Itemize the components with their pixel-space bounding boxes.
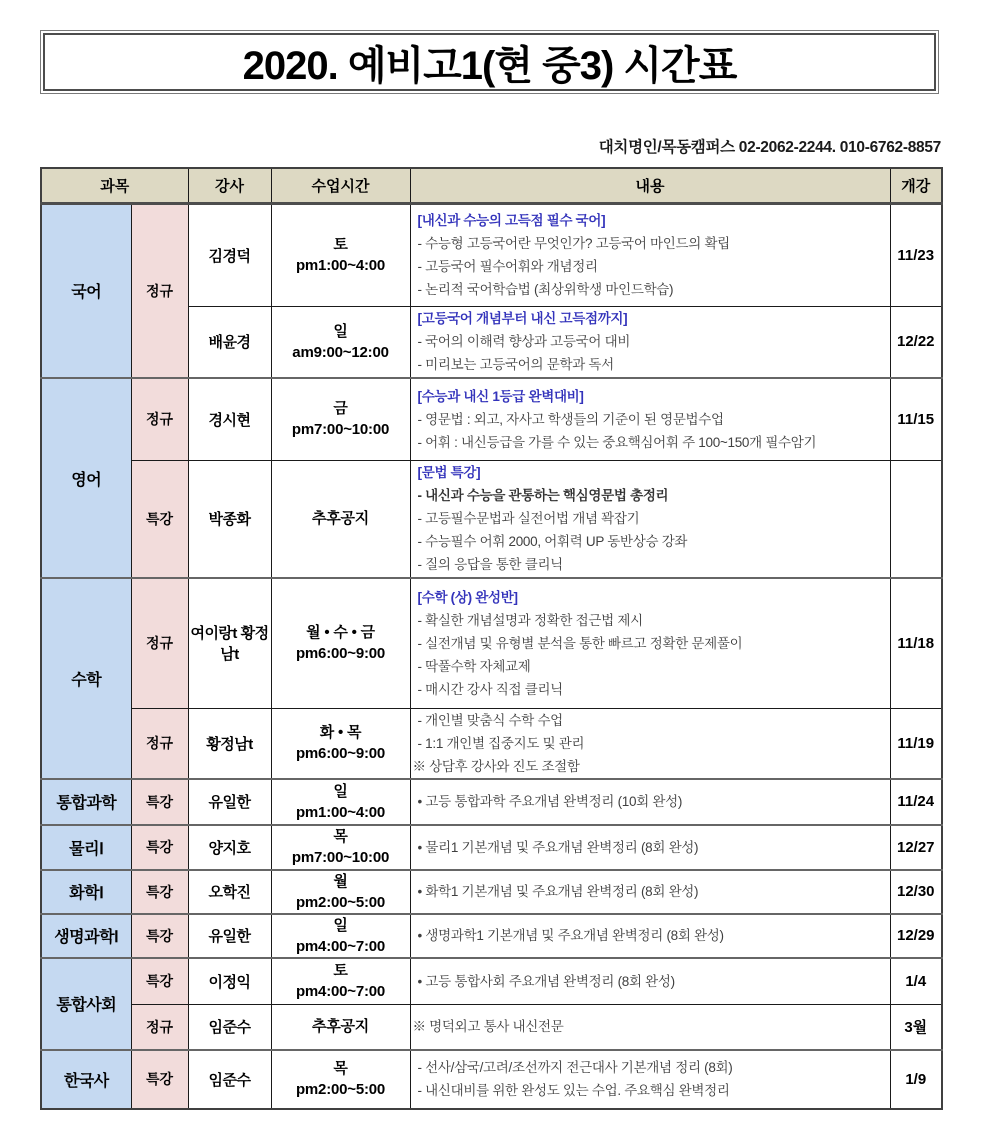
- content-line: - 매시간 강사 직접 클리닉: [417, 681, 563, 697]
- content-line: - 수능형 고등국어란 무엇인가? 고등국어 마인드의 확립: [417, 236, 730, 251]
- start-date-cell: 11/24: [890, 779, 942, 825]
- teacher-cell: 황정남t: [188, 708, 271, 779]
- table-row: [41, 825, 942, 870]
- time-day: 일: [333, 782, 348, 800]
- content-line: [내신과 수능의 고득점 필수 국어]: [417, 213, 606, 228]
- header-row: [41, 168, 942, 203]
- time-cell: [271, 870, 410, 914]
- time-day: 월: [333, 872, 348, 890]
- content-line: • 물리1 기본개념 및 주요개념 완벽정리 (8회 완성): [417, 839, 699, 855]
- time-day: 목: [333, 1060, 348, 1077]
- subject-cell: 생명과학Ⅰ: [41, 914, 131, 958]
- type-cell: 특강: [131, 1050, 188, 1109]
- type-cell: 특강: [131, 460, 188, 578]
- content-line: - 어휘 : 내신등급을 가를 수 있는 중요핵심어휘 주 100~150개 필수암기: [417, 434, 817, 450]
- time-cell: [271, 306, 410, 378]
- time-cell: [271, 708, 410, 779]
- content-line: ※ 명덕외고 통사 내신전문: [412, 1019, 564, 1035]
- start-date-cell: 12/29: [890, 914, 942, 958]
- subject-cell: 국어: [41, 203, 131, 378]
- time-cell: [271, 378, 410, 460]
- teacher-cell: 임준수: [188, 1050, 271, 1109]
- teacher-cell: 이정익: [188, 958, 271, 1005]
- content-line: - 선사/삼국/고려/조선까지 전근대사 기본개념 정리 (8회): [417, 1060, 733, 1075]
- table-row: [41, 914, 942, 958]
- time-hours: pm2:00~5:00: [295, 893, 386, 911]
- time-hours: pm6:00~9:00: [295, 745, 386, 762]
- content-cell: [410, 870, 890, 914]
- type-cell: 특강: [131, 914, 188, 958]
- column-header-teacher: 강사: [188, 168, 271, 203]
- teacher-cell: 배윤경: [188, 306, 271, 378]
- time-hours: pm2:00~5:00: [295, 1081, 386, 1098]
- content-cell: [410, 378, 890, 460]
- content-line: - 딱풀수학 자체교제: [417, 658, 531, 674]
- time-day: 추후공지: [311, 510, 370, 528]
- type-cell: 특강: [131, 779, 188, 825]
- time-cell: [271, 1050, 410, 1109]
- table-row: [41, 708, 942, 779]
- time-day: 토: [333, 962, 348, 980]
- content-line: - 논리적 국어학습법 (최상위학생 마인드학습): [417, 282, 674, 297]
- content-cell: [410, 708, 890, 779]
- table-row: [41, 958, 942, 1005]
- table-row: [41, 378, 942, 460]
- subject-cell: 한국사: [41, 1050, 131, 1109]
- content-cell: [410, 460, 890, 578]
- subject-cell: 영어: [41, 378, 131, 578]
- column-header-time: 수업시간: [271, 168, 410, 203]
- type-cell: 특강: [131, 958, 188, 1005]
- time-day: 금: [333, 400, 348, 418]
- table-row: [41, 460, 942, 578]
- content-line: [고등국어 개념부터 내신 고득점까지]: [417, 311, 628, 327]
- time-cell: [271, 914, 410, 958]
- teacher-cell: 오학진: [188, 870, 271, 914]
- teacher-cell: 유일한: [188, 914, 271, 958]
- content-line: - 영문법 : 외고, 자사고 학생들의 기준이 된 영문법수업: [417, 411, 724, 427]
- content-cell: [410, 1050, 890, 1109]
- teacher-cell: 양지호: [188, 825, 271, 870]
- title-frame: [43, 33, 936, 91]
- content-line: - 고등필수문법과 실전어법 개념 꽉잡기: [417, 511, 640, 527]
- content-line: ※ 상담후 강사와 진도 조절함: [412, 758, 580, 774]
- content-line: - 1:1 개인별 집중지도 및 관리: [417, 735, 585, 751]
- table-row: [41, 203, 942, 306]
- table-row: [41, 870, 942, 914]
- start-date-cell: 1/4: [890, 958, 942, 1005]
- type-cell: 정규: [131, 378, 188, 460]
- subject-cell: 화학Ⅰ: [41, 870, 131, 914]
- content-line: - 개인별 맞춤식 수학 수업: [417, 712, 563, 728]
- column-header-content: 내용: [410, 168, 890, 203]
- table-row: [41, 578, 942, 708]
- title-box: [40, 30, 939, 94]
- time-cell: [271, 779, 410, 825]
- content-cell: [410, 578, 890, 708]
- content-line: - 확실한 개념설명과 정확한 접근법 제시: [417, 612, 643, 628]
- content-cell: [410, 306, 890, 378]
- content-line: - 내신대비를 위한 완성도 있는 수업. 주요핵심 완벽정리: [417, 1083, 730, 1098]
- time-hours: am9:00~12:00: [292, 343, 389, 361]
- content-line: - 미리보는 고등국어의 문학과 독서: [417, 357, 614, 373]
- time-cell: [271, 203, 410, 306]
- content-line: [수능과 내신 1등급 완벽대비]: [417, 388, 584, 404]
- content-cell: [410, 914, 890, 958]
- time-hours: pm4:00~7:00: [295, 983, 386, 1001]
- teacher-cell: 유일한: [188, 779, 271, 825]
- content-line: - 국어의 이해력 향상과 고등국어 대비: [417, 334, 631, 350]
- time-day: 월 • 수 • 금: [306, 624, 375, 642]
- content-line: • 화학1 기본개념 및 주요개념 완벽정리 (8회 완성): [417, 884, 699, 899]
- time-cell: [271, 578, 410, 708]
- type-cell: 정규: [131, 203, 188, 378]
- table-row: [41, 779, 942, 825]
- teacher-cell: 임준수: [188, 1005, 271, 1050]
- time-day: 추후공지: [311, 1018, 370, 1036]
- table-row: [41, 1050, 942, 1109]
- start-date-cell: 12/27: [890, 825, 942, 870]
- content-cell: [410, 203, 890, 306]
- type-cell: 특강: [131, 825, 188, 870]
- content-line: • 생명과학1 기본개념 및 주요개념 완벽정리 (8회 완성): [417, 928, 724, 943]
- content-cell: [410, 779, 890, 825]
- content-cell: [410, 958, 890, 1005]
- time-hours: pm7:00~10:00: [291, 421, 390, 439]
- start-date-cell: 3월: [890, 1005, 942, 1050]
- time-day: 일: [333, 322, 348, 340]
- teacher-cell: 박종화: [188, 460, 271, 578]
- content-line: [수학 (상) 완성반]: [417, 589, 518, 605]
- start-date-cell: 11/19: [890, 708, 942, 779]
- type-cell: 특강: [131, 870, 188, 914]
- content-line: - 질의 응답을 통한 클리닉: [417, 557, 563, 573]
- teacher-cell: 경시현: [188, 378, 271, 460]
- teacher-cell: 여이랑t 황정남t: [188, 578, 271, 708]
- subject-cell: 수학: [41, 578, 131, 779]
- time-day: 목: [333, 828, 348, 845]
- content-line: [문법 특강]: [417, 465, 481, 481]
- time-cell: [271, 460, 410, 578]
- column-header-start: 개강: [890, 168, 942, 203]
- time-day: 토: [333, 236, 348, 253]
- start-date-cell: [890, 460, 942, 578]
- content-line: - 수능필수 어휘 2000, 어휘력 UP 동반상승 강좌: [417, 534, 688, 550]
- start-date-cell: 1/9: [890, 1050, 942, 1109]
- start-date-cell: 11/18: [890, 578, 942, 708]
- time-hours: pm7:00~10:00: [291, 849, 390, 866]
- time-cell: [271, 958, 410, 1005]
- start-date-cell: 12/30: [890, 870, 942, 914]
- time-cell: [271, 1005, 410, 1050]
- teacher-cell: 김경덕: [188, 203, 271, 306]
- time-hours: pm1:00~4:00: [295, 257, 386, 274]
- content-line: - 고등국어 필수어휘와 개념정리: [417, 259, 598, 274]
- start-date-cell: 12/22: [890, 306, 942, 378]
- time-day: 일: [333, 916, 348, 934]
- timetable: [40, 167, 943, 1110]
- subject-cell: 통합과학: [41, 779, 131, 825]
- page-title: 2020. 예비고1(현 중3) 시간표: [242, 43, 737, 88]
- column-header-subject: 과목: [41, 168, 188, 203]
- content-line: - 내신과 수능을 관통하는 핵심영문법 총정리: [417, 488, 669, 504]
- time-hours: pm6:00~9:00: [295, 645, 386, 663]
- contact-info: 대치명인/목동캠퍼스 02-2062-2244. 010-6762-8857: [598, 139, 941, 156]
- content-cell: [410, 1005, 890, 1050]
- content-line: • 고등 통합사회 주요개념 완벽정리 (8회 완성): [417, 973, 675, 989]
- table-row: [41, 1005, 942, 1050]
- content-line: - 실전개념 및 유형별 분석을 통한 빠르고 정확한 문제풀이: [417, 635, 743, 651]
- start-date-cell: 11/23: [890, 203, 942, 306]
- start-date-cell: 11/15: [890, 378, 942, 460]
- time-hours: pm4:00~7:00: [295, 937, 386, 955]
- type-cell: 정규: [131, 1005, 188, 1050]
- type-cell: 정규: [131, 578, 188, 708]
- subject-cell: 물리Ⅰ: [41, 825, 131, 870]
- time-cell: [271, 825, 410, 870]
- time-day: 화 • 목: [319, 724, 362, 741]
- time-hours: pm1:00~4:00: [295, 803, 386, 821]
- content-cell: [410, 825, 890, 870]
- subject-cell: 통합사회: [41, 958, 131, 1050]
- content-line: • 고등 통합과학 주요개념 완벽정리 (10회 완성): [417, 794, 683, 809]
- type-cell: 정규: [131, 708, 188, 779]
